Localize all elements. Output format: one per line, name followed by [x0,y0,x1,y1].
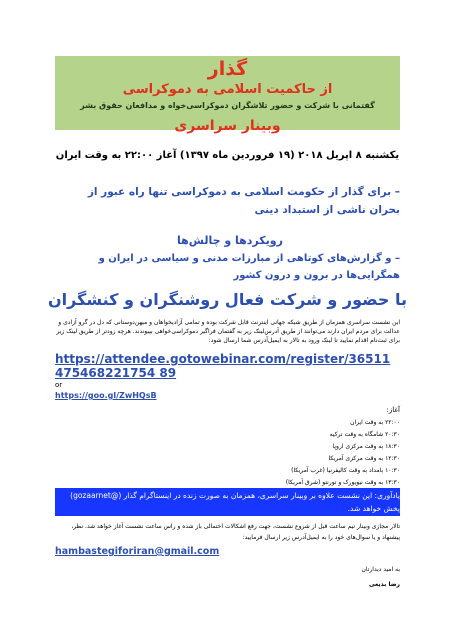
schedule-item: ۱۰:۳۰ بامداد به وقت کالیفرنیا (غرب آمریکا) [291,467,400,474]
signature-name: رضا بدیعی [368,581,400,588]
schedule-item: ۱۲:۳۰ به وقت مرکزی آمریکا [328,455,400,462]
event-date: یکشنبه ۸ اپریل ۲۰۱۸ (۱۹ فروردین ماه ۱۳۹۷) آغاز ۲۲:۰۰ به وقت ایران [55,150,400,161]
contact-email-link[interactable]: hambastegiforiran@gmail.com [55,546,220,557]
topic-line-2: – و گزارش‌های کوتاهی از مبارزات مدنی و سیاسی در ایران و همگرایی‌ها در برون و درون کشور [98,253,400,281]
schedule-item: ۱۸:۳۰ به وقت مرکزی اروپا [332,443,400,450]
topic-approaches: رویکردها و چالش‌ها [177,234,283,247]
banner-title: گذار [207,58,248,80]
webinar-heading: وبینار سراسری [174,118,281,134]
banner-subtitle: از حاکمیت اسلامی به دموکراسی [122,82,333,97]
banner-tagline: گفتمانی با شرکت و حضور تلاشگران دموکراسی‌خواه و مدافعان حقوق بشر [80,101,375,110]
schedule-item: ۱۳:۳۰ به وقت نیویورک و تورنتو (شرق آمریکا) [285,479,400,486]
note-paragraph: تالار مجازی وبینار نیم ساعت قبل از شروع نشست، جهت رفع اشکالات احتمالی باز شده و راس ساعت نشست آغاز خواهد شد. نظر، پیشنهاد و یا سوال‌های خود را به ایمیل‌آدرس زیر ارسال فرمایید: [71,523,400,541]
schedule-item: ۲۲:۰۰ به وقت ایران [350,419,400,426]
presence-heading: با حضور و شرکت فعال روشنگران و کنشگران [47,290,408,309]
topic-line-1: – برای گذار از حکومت اسلامی به دموکراسی تنها راه عبور از بحران ناشی از استبداد دینی [87,186,400,216]
register-link[interactable]: https://attendee.gotowebinar.com/register/36511475468221754 89 [55,352,391,380]
schedule-heading: آغاز: [386,406,400,414]
instagram-reminder: یادآوری: این نشست علاوه بر وبینار سراسری، همزمان به صورت زنده در اینستاگرام گذار (@gozaarnet) پخش خواهد شد. [70,491,400,513]
schedule-item: ۲۰:۳۰ شامگاه به وقت ترکیه [329,431,400,438]
short-link[interactable]: https://goo.gl/ZwHQsB [55,391,157,400]
closing-line: به امید دیدارتان [361,566,400,573]
or-label: or [55,381,63,389]
schedule-list [150,417,400,489]
body-paragraph: این نشست سراسری همزمان از طریق شبکه جهانی اینترنت قابل شرکت بوده و تمامی آزادیخواهان و میهن‌دوستانی که دل در گرو آزادی و عدالت برای مردم ایران دارند می‌توانند از طریق آدرس‌لینک زیر به گفتمان فراگیر دموکراسی‌خواهی بپیوندند. هرچه زودتر از طریق لینک زیر برای ثبت‌نام اقدام نمایید تا لینک ورود به تالار به ایمیل‌آدرس شما ارسال شود: [56,319,400,344]
